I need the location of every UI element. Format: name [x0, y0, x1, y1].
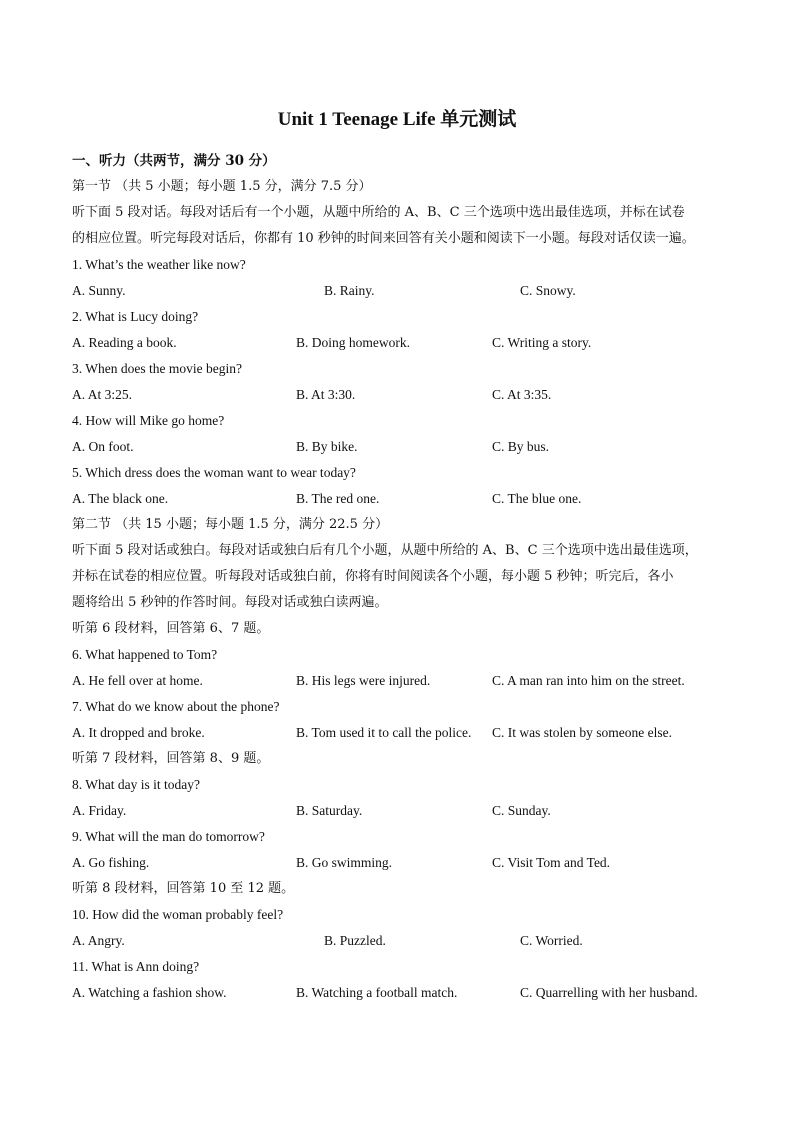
part1-heading: 第一节 （共 5 小题；每小题 1.5 分，满分 7.5 分）	[72, 179, 372, 194]
option-2c: C. Writing a story.	[492, 335, 592, 350]
part2-instructions-line3: 题将给出 5 秒钟的作答时间。每段对话或独白读两遍。	[72, 595, 388, 610]
option-6a: A. He fell over at home.	[72, 673, 203, 688]
material-7-note: 听第 7 段材料，回答第 8、9 题。	[72, 751, 270, 766]
question-5: 5. Which dress does the woman want to wear today?	[72, 465, 356, 480]
material-6-note: 听第 6 段材料，回答第 6、7 题。	[72, 621, 270, 636]
option-3b: B. At 3:30.	[296, 387, 356, 402]
question-7: 7. What do we know about the phone?	[72, 699, 280, 714]
material-8-note: 听第 8 段材料，回答第 10 至 12 题。	[72, 881, 295, 896]
option-6c: C. A man ran into him on the street.	[492, 673, 685, 688]
option-5a: A. The black one.	[72, 491, 169, 506]
option-9b: B. Go swimming.	[296, 855, 393, 870]
option-1b: B. Rainy.	[324, 283, 375, 298]
option-8c: C. Sunday.	[492, 803, 551, 818]
question-8: 8. What day is it today?	[72, 777, 200, 792]
option-5c: C. The blue one.	[492, 491, 582, 506]
part2-instructions-line2: 并标在试卷的相应位置。听每段对话或独白前，你将有时间阅读各个小题，每小题 5 秒钟；听完后，各小	[72, 569, 674, 584]
option-9a: A. Go fishing.	[72, 855, 150, 870]
question-6: 6. What happened to Tom?	[72, 647, 218, 662]
option-4c: C. By bus.	[492, 439, 550, 454]
option-4b: B. By bike.	[296, 439, 358, 454]
question-10: 10. How did the woman probably feel?	[72, 907, 284, 922]
option-6b: B. His legs were injured.	[296, 673, 431, 688]
page-title: Unit 1 Teenage Life 单元测试	[277, 109, 517, 130]
option-9c: C. Visit Tom and Ted.	[492, 855, 611, 870]
part2-instructions-line1: 听下面 5 段对话或独白。每段对话或独白后有几个小题，从题中所给的 A、B、C 三个选项中选出最佳选项，	[72, 543, 698, 558]
option-8b: B. Saturday.	[296, 803, 363, 818]
option-10c: C. Worried.	[520, 933, 583, 948]
section-heading-listening: 一、听力（共两节，满分 30 分）	[72, 153, 276, 169]
question-11: 11. What is Ann doing?	[72, 959, 200, 974]
option-11a: A. Watching a fashion show.	[72, 985, 227, 1000]
option-2b: B. Doing homework.	[296, 335, 410, 350]
option-1c: C. Snowy.	[520, 283, 576, 298]
option-5b: B. The red one.	[296, 491, 380, 506]
option-4a: A. On foot.	[72, 439, 134, 454]
option-7c: C. It was stolen by someone else.	[492, 725, 672, 740]
question-1: 1. What’s the weather like now?	[72, 257, 246, 272]
option-11c: C. Quarrelling with her husband.	[520, 985, 698, 1000]
part1-instructions-line1: 听下面 5 段对话。每段对话后有一个小题，从题中所给的 A、B、C 三个选项中选出最佳选项，并标在试卷	[72, 205, 685, 220]
option-7a: A. It dropped and broke.	[72, 725, 205, 740]
option-3a: A. At 3:25.	[72, 387, 133, 402]
option-11b: B. Watching a football match.	[296, 985, 458, 1000]
option-10b: B. Puzzled.	[324, 933, 386, 948]
question-2: 2. What is Lucy doing?	[72, 309, 199, 324]
option-7b: B. Tom used it to call the police.	[296, 725, 472, 740]
option-1a: A. Sunny.	[72, 283, 126, 298]
option-10a: A. Angry.	[72, 933, 125, 948]
question-4: 4. How will Mike go home?	[72, 413, 225, 428]
question-9: 9. What will the man do tomorrow?	[72, 829, 265, 844]
question-3: 3. When does the movie begin?	[72, 361, 242, 376]
option-8a: A. Friday.	[72, 803, 127, 818]
option-3c: C. At 3:35.	[492, 387, 552, 402]
option-2a: A. Reading a book.	[72, 335, 177, 350]
part2-heading: 第二节 （共 15 小题；每小题 1.5 分，满分 22.5 分）	[72, 517, 389, 532]
part1-instructions-line2: 的相应位置。听完每段对话后，你都有 10 秒钟的时间来回答有关小题和阅读下一小题。每段对话仅读一遍。	[72, 231, 695, 246]
